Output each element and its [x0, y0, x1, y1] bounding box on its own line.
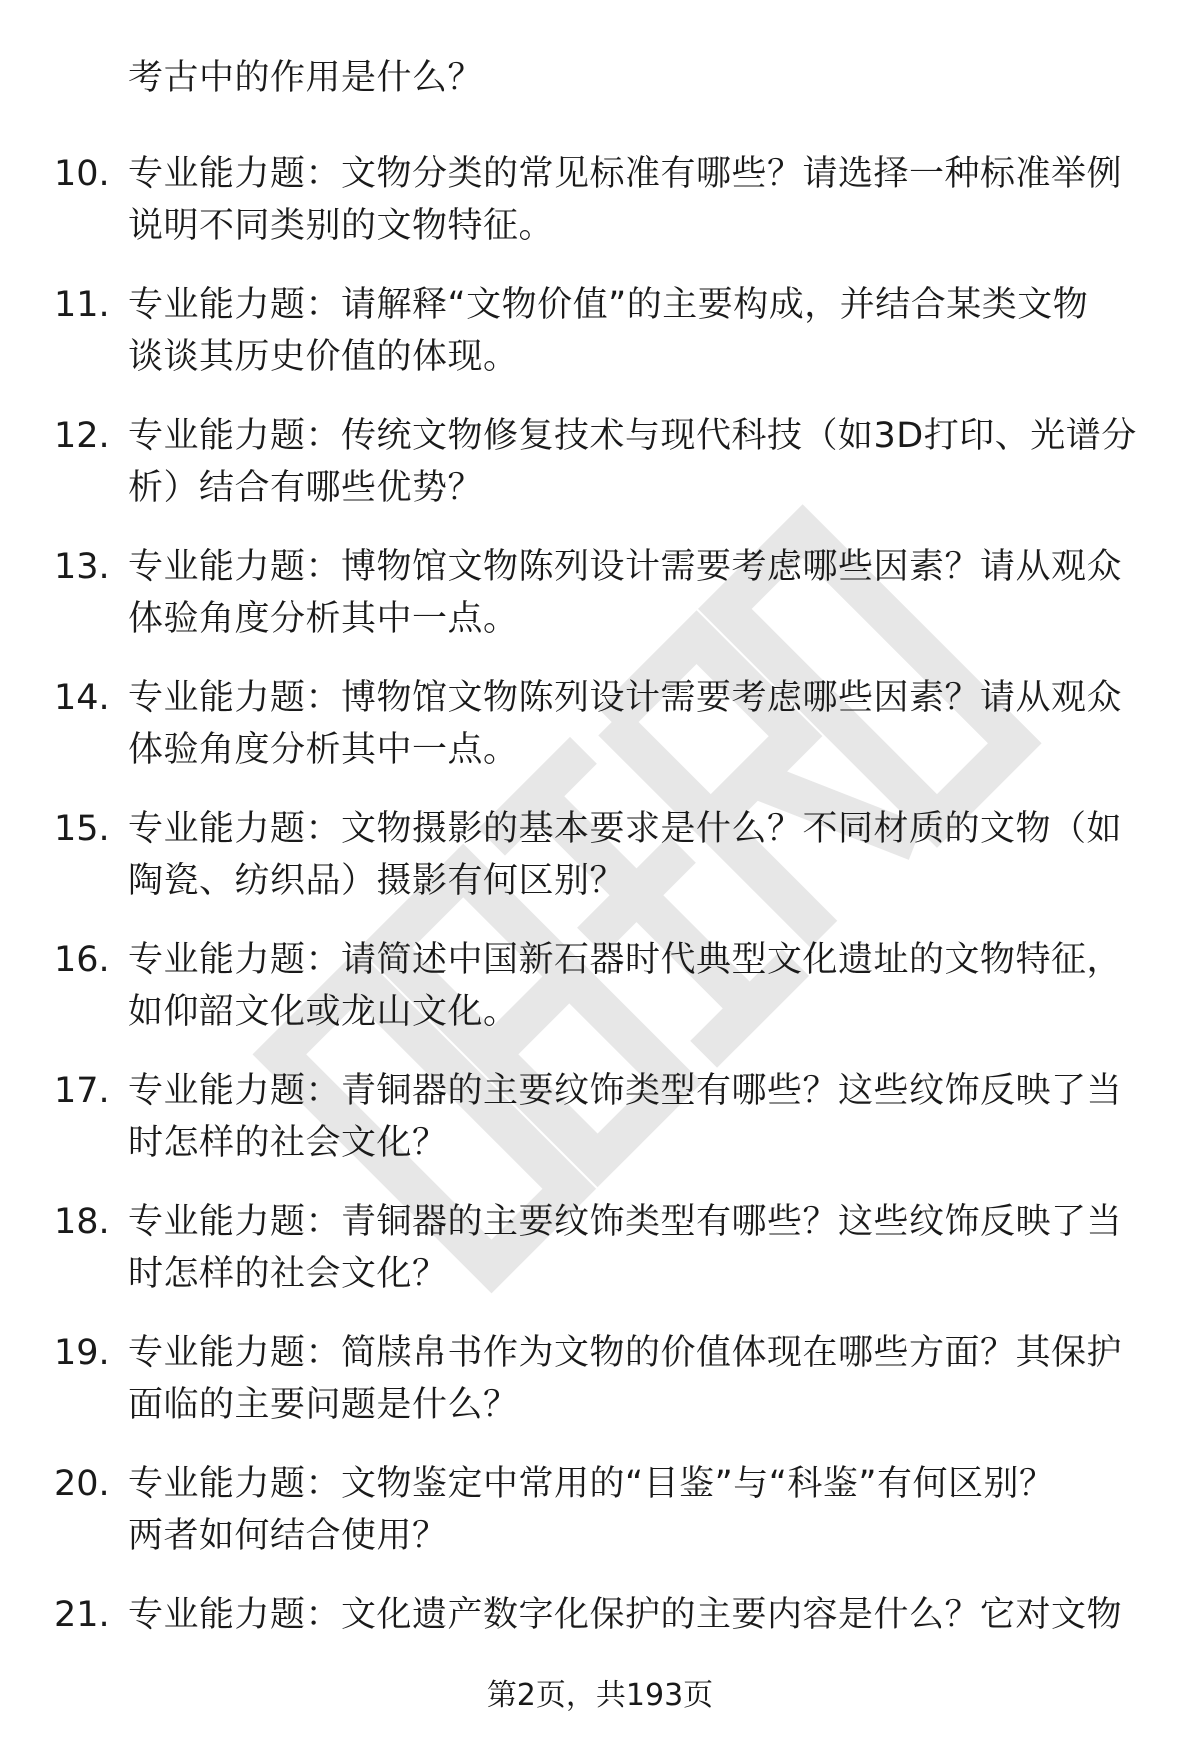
question-text	[128, 803, 1168, 907]
question-item	[0, 148, 1200, 279]
question-line: 时怎样的社会文化？	[128, 1254, 448, 1294]
question-line: 面临的主要问题是什么？	[128, 1385, 519, 1425]
question-item	[0, 803, 1200, 934]
question-line: 专业能力题：简牍帛书作为文物的价值体现在哪些方面？其保护	[128, 1333, 1123, 1373]
question-item	[0, 1458, 1200, 1589]
question-text	[128, 1327, 1168, 1431]
question-text	[128, 672, 1168, 776]
question-text	[128, 541, 1168, 645]
question-line: 专业能力题：请解释“文物价值”的主要构成，并结合某类文物	[128, 285, 1089, 325]
question-line: 谈谈其历史价值的体现。	[128, 337, 519, 377]
page-footer: 第2页，共193页	[486, 1678, 714, 1713]
question-line: 时怎样的社会文化？	[128, 1123, 448, 1163]
question-line: 体验角度分析其中一点。	[128, 599, 519, 639]
question-text	[128, 1065, 1168, 1169]
question-number: 21.	[54, 1595, 110, 1635]
question-item	[0, 279, 1200, 410]
question-text	[128, 410, 1168, 514]
question-line: 析）结合有哪些优势？	[128, 468, 484, 508]
question-text	[128, 279, 1168, 383]
question-line: 体验角度分析其中一点。	[128, 730, 519, 770]
question-line: 专业能力题：文化遗产数字化保护的主要内容是什么？它对文物	[128, 1595, 1123, 1635]
question-line: 陶瓷、纺织品）摄影有何区别？	[128, 861, 626, 901]
question-line: 说明不同类别的文物特征。	[128, 206, 555, 246]
question-text	[128, 1589, 1168, 1641]
question-line: 专业能力题：文物分类的常见标准有哪些？请选择一种标准举例	[128, 154, 1123, 194]
question-number: 20.	[54, 1464, 110, 1504]
question-number: 13.	[54, 547, 110, 587]
question-line: 专业能力题：文物摄影的基本要求是什么？不同材质的文物（如	[128, 809, 1123, 849]
question-number: 14.	[54, 678, 110, 718]
question-text	[128, 148, 1168, 252]
question-number: 12.	[54, 416, 110, 456]
question-number: 11.	[54, 285, 110, 325]
question-text	[128, 1458, 1168, 1562]
question-line: 两者如何结合使用？	[128, 1516, 448, 1556]
question-number: 17.	[54, 1071, 110, 1111]
question-line: 专业能力题：请简述中国新石器时代典型文化遗址的文物特征，	[128, 940, 1123, 980]
question-number: 16.	[54, 940, 110, 980]
continuation-text: 考古中的作用是什么？	[128, 58, 484, 98]
question-item	[0, 1065, 1200, 1196]
question-item	[0, 410, 1200, 541]
question-item	[0, 672, 1200, 803]
question-text	[128, 934, 1168, 1038]
question-number: 10.	[54, 154, 110, 194]
question-list	[0, 148, 1200, 1720]
question-line: 专业能力题：文物鉴定中常用的“目鉴”与“科鉴”有何区别？	[128, 1464, 1055, 1504]
question-item	[0, 934, 1200, 1065]
question-number: 15.	[54, 809, 110, 849]
question-line: 专业能力题：博物馆文物陈列设计需要考虑哪些因素？请从观众	[128, 547, 1123, 587]
question-line: 专业能力题：传统文物修复技术与现代科技（如3D打印、光谱分	[128, 416, 1137, 456]
question-line: 专业能力题：博物馆文物陈列设计需要考虑哪些因素？请从观众	[128, 678, 1123, 718]
question-line: 专业能力题：青铜器的主要纹饰类型有哪些？这些纹饰反映了当	[128, 1071, 1123, 1111]
question-number: 18.	[54, 1202, 110, 1242]
question-number: 19.	[54, 1333, 110, 1373]
question-item	[0, 1327, 1200, 1458]
question-item	[0, 1196, 1200, 1327]
question-line: 如仰韶文化或龙山文化。	[128, 992, 519, 1032]
question-item	[0, 541, 1200, 672]
question-text	[128, 1196, 1168, 1300]
question-line: 专业能力题：青铜器的主要纹饰类型有哪些？这些纹饰反映了当	[128, 1202, 1123, 1242]
